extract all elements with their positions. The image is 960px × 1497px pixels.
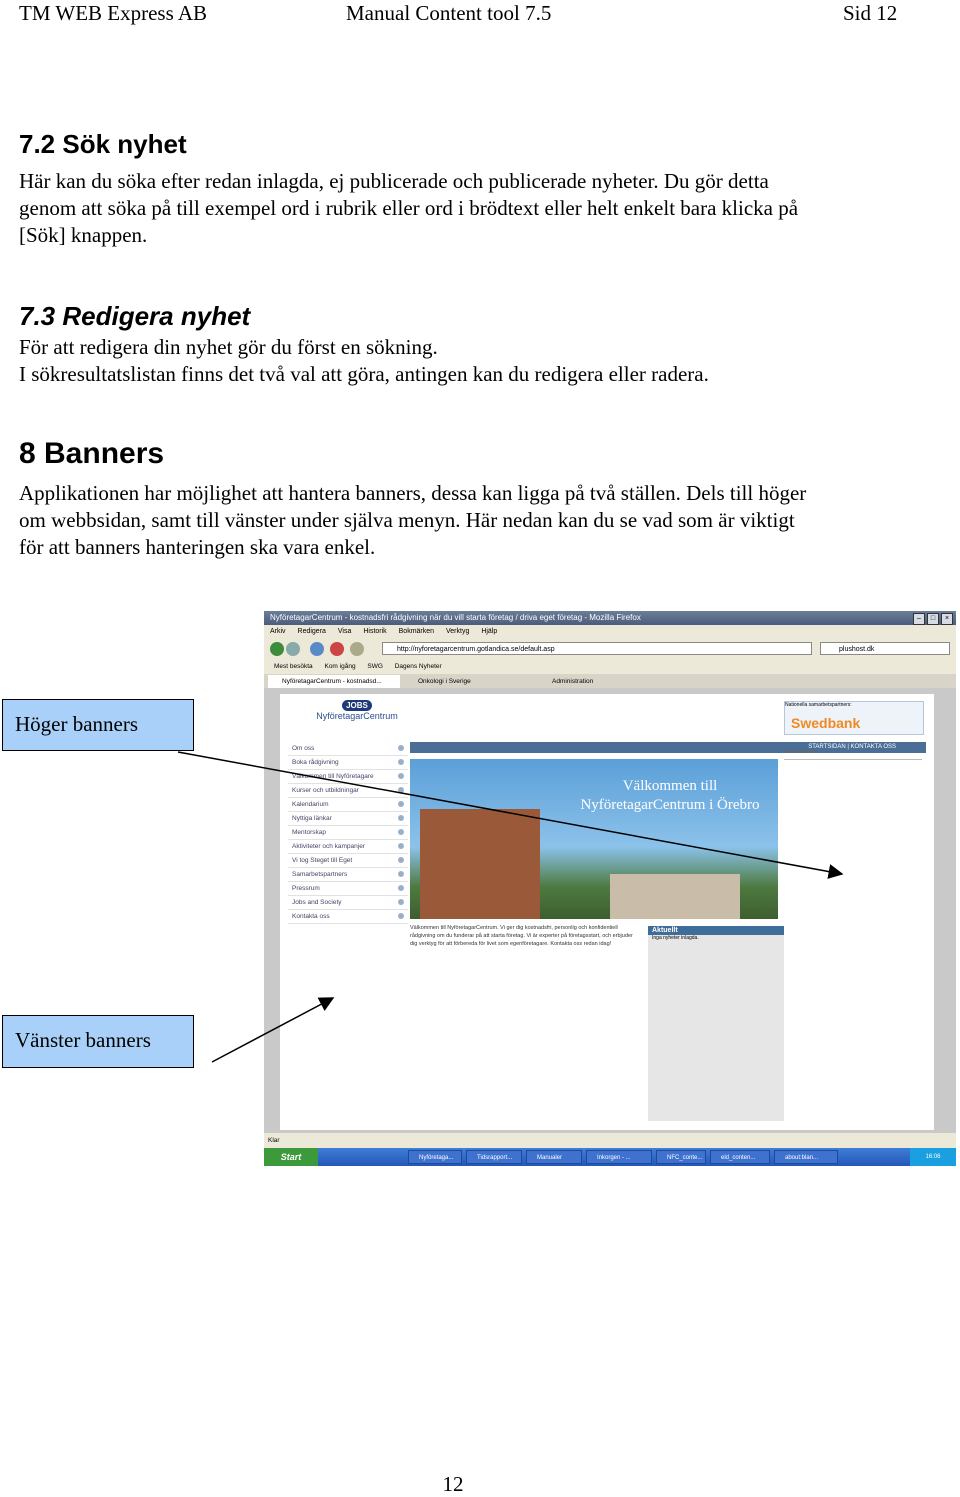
logo-text: NyföretagarCentrum: [316, 711, 398, 721]
right-column-header: ANNONSERA: [784, 749, 922, 760]
taskbar-item[interactable]: Inkorgen - ...: [586, 1150, 652, 1164]
site-menu-item[interactable]: Nyttiga länkar: [288, 812, 408, 826]
text-line: Applikationen har möjlighet att hantera banners, dessa kan ligga på två ställen. Dels till höger: [19, 481, 807, 505]
text-line: för att banners hanteringen ska vara enkel.: [19, 535, 376, 559]
page-number: 12: [442, 1472, 464, 1496]
window-title: NyföretagarCentrum - kostnadsfri rådgivning när du vill starta företag / driva eget företag - Mozilla Firefox: [270, 613, 641, 622]
tab-nyforetagar[interactable]: NyföretagarCentrum - kostnadsd...: [268, 675, 400, 688]
tab-onkologi[interactable]: Onkologi i Sverige: [418, 678, 471, 685]
address-bar[interactable]: http://nyforetagarcentrum.gotlandica.se/default.asp: [382, 642, 812, 655]
taskbar-item[interactable]: Tidsrapport...: [466, 1150, 522, 1164]
site-topnav[interactable]: STARTSIDAN | KONTAKTA OSS: [410, 742, 926, 753]
aktuellt-heading: Aktuellt: [648, 926, 784, 935]
bookmark-item[interactable]: SWG: [367, 663, 383, 670]
hero-line: NyföretagarCentrum i Örebro: [580, 797, 760, 813]
header-company: TM WEB Express AB: [19, 1, 208, 25]
taskbar-item[interactable]: Nyföretaga...: [408, 1150, 462, 1164]
site-menu-item[interactable]: Vi tog Steget till Eget: [288, 854, 408, 868]
site-menu-item[interactable]: Pressrum: [288, 882, 408, 896]
text-line: Här kan du söka efter redan inlagda, ej publicerade och publicerade nyheter. Du gör detta: [19, 169, 769, 193]
site-menu-item[interactable]: Samarbetspartners: [288, 868, 408, 882]
close-icon[interactable]: ×: [941, 613, 953, 625]
site-menu-item[interactable]: Mentorskap: [288, 826, 408, 840]
search-input[interactable]: plushost.dk: [820, 642, 950, 655]
callout-right-banners: Höger banners: [2, 699, 194, 751]
site-menu-item[interactable]: Kontakta oss: [288, 910, 408, 924]
minimize-icon[interactable]: –: [913, 613, 925, 625]
text-line: genom att söka på till exempel ord i rubrik eller ord i brödtext eller helt enkelt bara klicka på: [19, 196, 799, 220]
taskbar-item[interactable]: about:blan...: [774, 1150, 838, 1164]
text-line: För att redigera din nyhet gör du först en sökning.: [19, 335, 438, 359]
menu-item[interactable]: Visa: [337, 628, 352, 635]
text-line: I sökresultatslistan finns det två val att göra, antingen kan du redigera eller radera.: [19, 362, 709, 386]
header-page: Sid 12: [843, 1, 898, 25]
site-menu-item[interactable]: Jobs and Society: [288, 896, 408, 910]
bookmark-item[interactable]: Mest besökta: [274, 663, 313, 670]
site-menu-item[interactable]: Kurser och utbildningar: [288, 784, 408, 798]
site-menu-item[interactable]: Boka rådgivning: [288, 756, 408, 770]
aktuellt-text: Inga nyheter inlagda.: [652, 935, 699, 941]
menu-item[interactable]: Verktyg: [446, 628, 470, 635]
heading-7-2: 7.2 Sök nyhet: [19, 129, 187, 159]
site-menu-item[interactable]: Om oss: [288, 742, 408, 756]
arrow-right-banners: [178, 752, 842, 874]
taskbar-item[interactable]: eld_conten...: [710, 1150, 770, 1164]
logo-badge: JOBS: [342, 700, 372, 711]
header-title: Manual Content tool 7.5: [346, 1, 552, 25]
start-button[interactable]: Start: [264, 1148, 318, 1166]
site-menu-item[interactable]: Välkommen till Nyföretagare: [288, 770, 408, 784]
intro-text: Välkommen till NyföretagarCentrum. Vi ger dig kostnadsfri, personlig och konfidentiell rådgivning om du funderar på att starta företag. Vi är experter på företagsstart, och erbjuder dig verktyg för att förbereda för livet som egenföretagare. Kontakta oss redan idag!: [410, 925, 633, 947]
heading-8: 8 Banners: [19, 437, 165, 470]
text-line: om webbsidan, samt till vänster under själva menyn. Här nedan kan du se vad som är viktigt: [19, 508, 795, 532]
site-menu-item[interactable]: Kalendarium: [288, 798, 408, 812]
text-line: [Sök] knappen.: [19, 223, 148, 247]
bookmark-item[interactable]: Dagens Nyheter: [394, 663, 442, 670]
taskbar-clock: 16:06: [910, 1148, 956, 1166]
site-menu-item[interactable]: Aktiviteter och kampanjer: [288, 840, 408, 854]
menu-item[interactable]: Bokmärken: [398, 628, 435, 635]
menu-item[interactable]: Historik: [363, 628, 387, 635]
taskbar-item[interactable]: NFC_conte...: [656, 1150, 706, 1164]
callout-left-banners: Vänster banners: [2, 1015, 194, 1068]
partner-label: Nationella samarbetspartners:: [785, 702, 852, 708]
taskbar-item[interactable]: Manualer: [526, 1150, 582, 1164]
status-bar: Klar: [264, 1133, 956, 1148]
heading-7-3: 7.3 Redigera nyhet: [19, 301, 251, 331]
bookmark-item[interactable]: Kom igång: [324, 663, 356, 670]
maximize-icon[interactable]: □: [927, 613, 939, 625]
tab-administration[interactable]: Administration: [552, 678, 594, 685]
partner-name: Swedbank: [791, 715, 861, 731]
menu-item[interactable]: Arkiv: [270, 628, 286, 635]
arrow-left-banners: [212, 998, 333, 1062]
menu-item[interactable]: Redigera: [297, 628, 326, 635]
hero-line: Välkommen till: [622, 778, 718, 794]
menu-item[interactable]: Hjälp: [481, 628, 498, 635]
